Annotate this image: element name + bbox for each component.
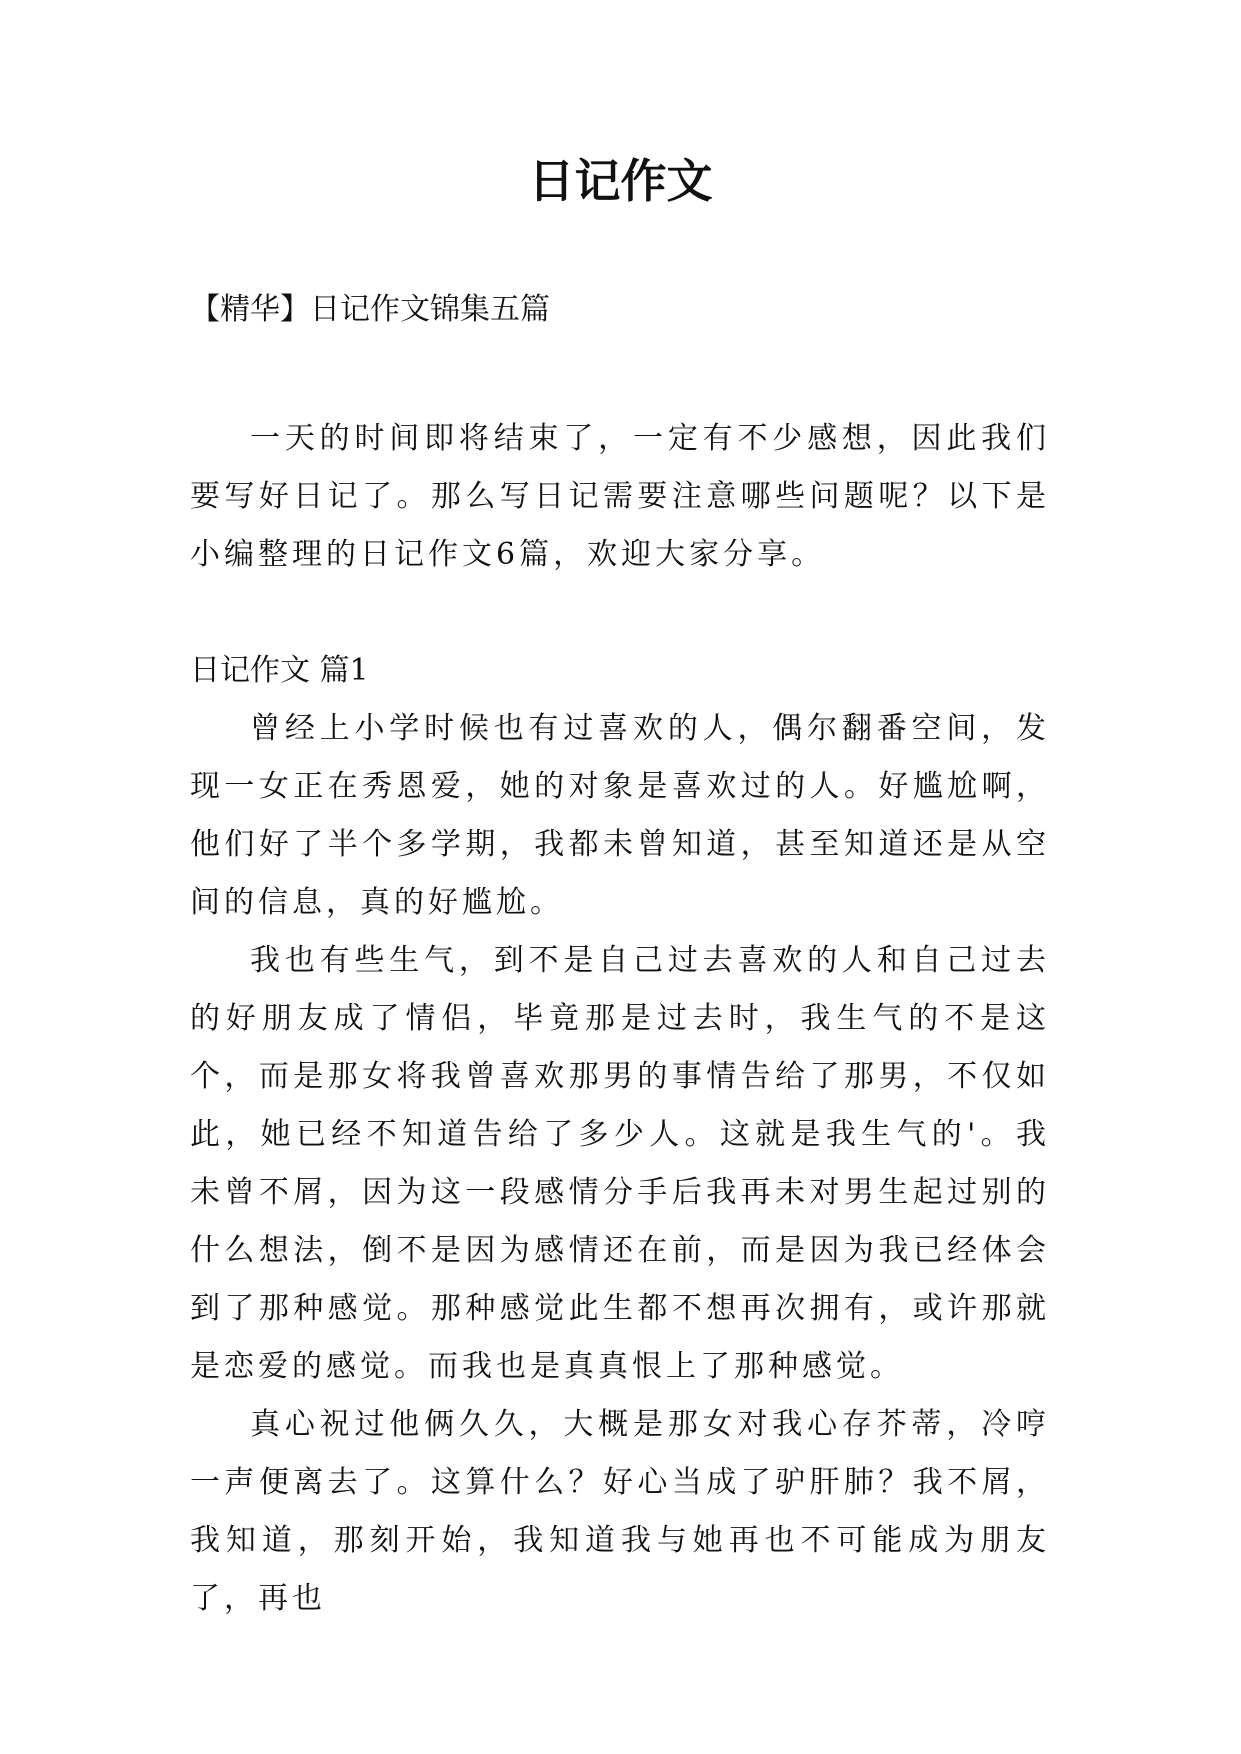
document-subtitle: 【精华】日记作文锦集五篇: [190, 292, 550, 327]
document-title: 日记作文: [528, 154, 713, 208]
body-paragraph-1: 曾经上小学时候也有过喜欢的人，偶尔翻番空间，发现一女正在秀恩爱，她的对象是喜欢过的人。好尴尬啊，他们好了半个多学期，我都未曾知道，甚至知道还是从空间的信息，真的好尴尬。: [190, 711, 1050, 920]
intro-paragraph: 一天的时间即将结束了，一定有不少感想，因此我们要写好日记了。那么写日记需要注意哪些问题呢？以下是小编整理的日记作文6篇，欢迎大家分享。: [190, 421, 1050, 572]
section-heading: 日记作文 篇1: [190, 653, 369, 688]
intro-block: [190, 410, 1050, 584]
section-1: [190, 642, 1050, 1628]
body-paragraph-3: 真心祝过他俩久久，大概是那女对我心存芥蒂，冷哼一声便离去了。这算什么？好心当成了驴肝肺？我不屑，我知道，那刻开始，我知道我与她再也不可能成为朋友了，再也: [190, 1407, 1050, 1616]
body-paragraph-2: 我也有些生气，到不是自己过去喜欢的人和自己过去的好朋友成了情侣，毕竟那是过去时，我生气的不是这个，而是那女将我曾喜欢那男的事情告给了那男，不仅如此，她已经不知道告给了多少人。这就是我生气的'。我未曾不屑，因为这一段感情分手后我再未对男生起过别的什么想法，倒不是因为感情还在前，而是因为我已经体会到了那种感觉。那种感觉此生都不想再次拥有，或许那就是恋爱的感觉。而我也是真真恨上了那种感觉。: [190, 943, 1050, 1384]
